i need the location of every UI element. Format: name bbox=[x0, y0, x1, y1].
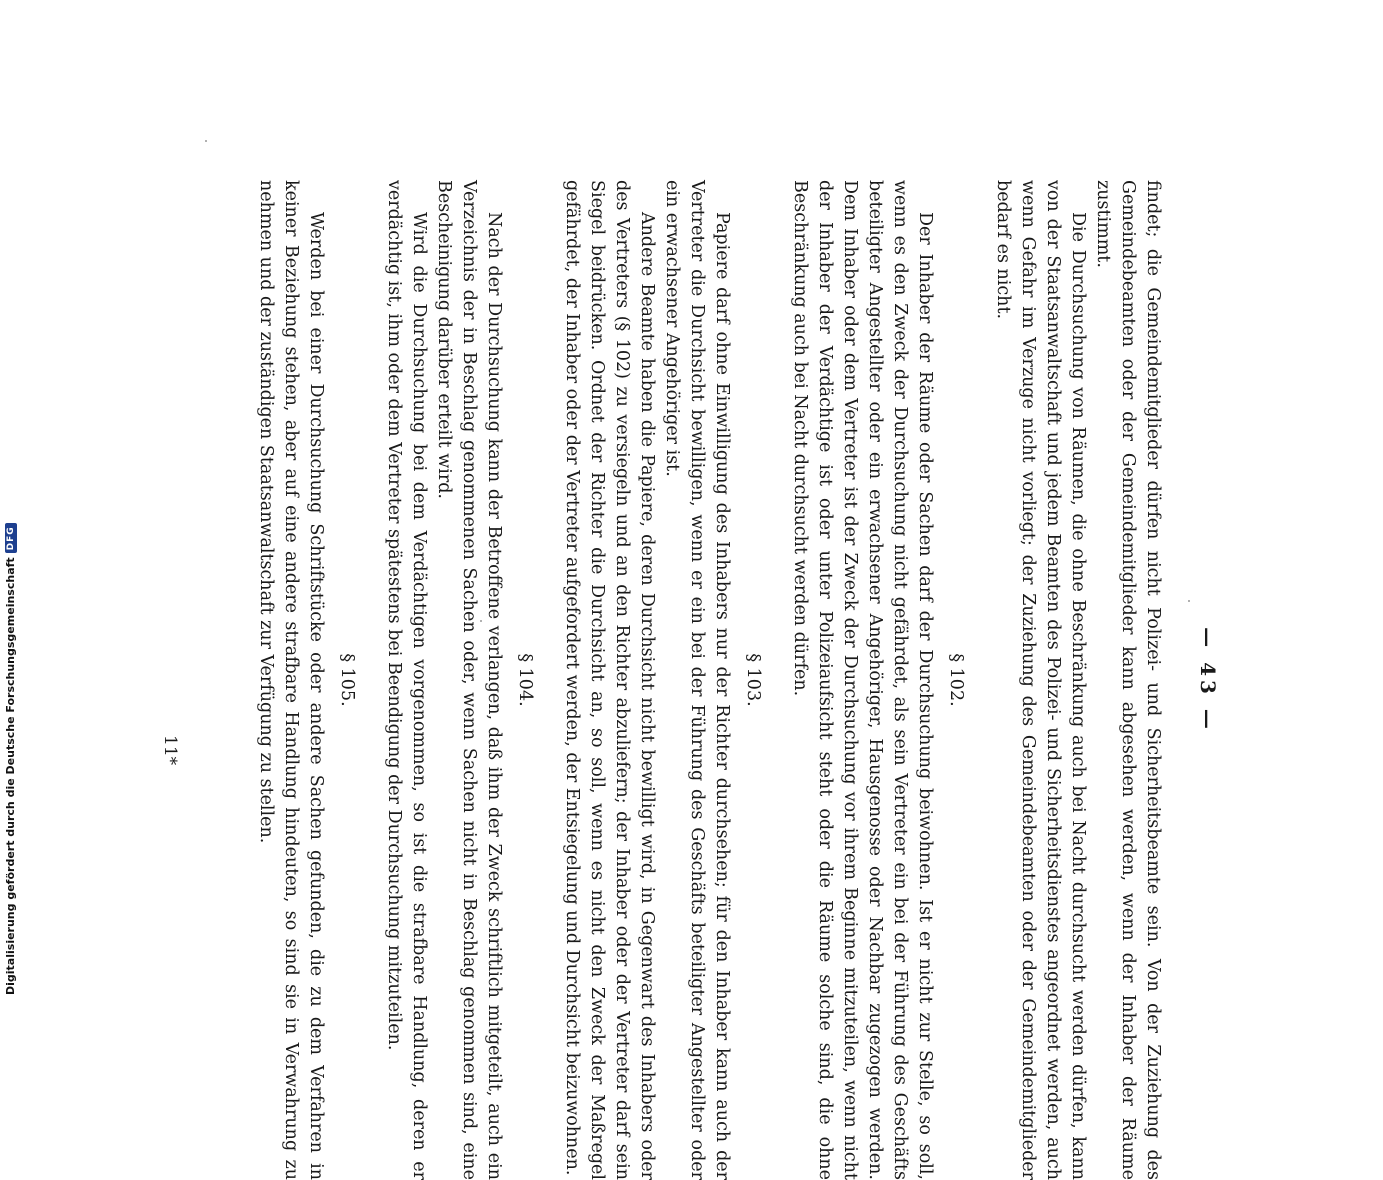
paragraph: Andere Beamte haben die Papiere, deren Durchsicht nicht bewilligt wird, in Gegenwart des Inhabers oder des Vertreters (§ 102) zu versiegeln und an den Richter abzuliefern; der Inhaber oder der Vertreter darf sein Siegel beidrücken. Ordnet der Richter die Durchsicht an, so soll, wenn es nicht den Zweck der Maßregel gefährdet, der Inhaber oder der Vertreter aufgefordert werden, der Entsiegelung und Durchsicht beizuwohnen. bbox=[562, 180, 657, 1180]
page-body bbox=[253, 180, 1165, 1180]
section-heading-104: § 104. bbox=[515, 653, 535, 707]
paragraph: Wird die Durchsuchung bei dem Verdächtigen vorgenommen, so ist die strafbare Handlung, deren er verdächtig ist, ihm oder dem Vertreter spätestens bei Beendigung der Durchsuchung mitzuteilen. bbox=[384, 180, 429, 1180]
section-heading-103: § 103. bbox=[743, 653, 763, 707]
rotated-document-page bbox=[135, 180, 1220, 1180]
sheet-signature: 11* bbox=[160, 735, 180, 766]
paragraph: Nach der Durchsuchung kann der Betroffene verlangen, daß ihm der Zweck schriftlich mitgeteilt, auch ein Verzeichnis der in Beschlag genommenen Sachen oder, wenn Sachen nicht in Beschlag genommen sind, eine Bescheinigung darüber erteilt wird. bbox=[434, 180, 504, 1180]
paragraph: Werden bei einer Durchsuchung Schriftstücke oder andere Sachen gefunden, die zu dem Verfahren in keiner Beziehung stehen, aber auf eine andere strafbare Handlung hindeuten, so sind sie in Verwahrung zu nehmen und der zuständigen Staatsanwaltschaft zur Verfügung zu stellen. bbox=[256, 180, 326, 1180]
page-number-value: 43 bbox=[1196, 662, 1220, 698]
digitization-credit bbox=[4, 523, 17, 995]
scan-speck bbox=[205, 140, 207, 142]
paragraph: findet; die Gemeindemitglieder dürfen nicht Polizei- und Sicherheitsbeamte sein. Von der Zuziehung des Gemeindebeamten oder der Gemeindemitglieder kann abgesehen werden, wenn der Inhaber der Räume zustimmt. bbox=[1093, 180, 1163, 1180]
paragraph: Papiere darf ohne Einwilligung des Inhabers nur der Richter durchsehen; für den Inhaber kann auch der Vertreter die Durchsicht bewilligen, wenn er ein bei der Führung des Geschäfts beteiligter Angestellter oder ein erwachsener Angehöriger ist. bbox=[662, 180, 732, 1180]
paragraph: Der Inhaber der Räume oder Sachen darf der Durchsuchung beiwohnen. Ist er nicht zur Stelle, so soll, wenn es den Zweck der Durchsuchung nicht gefährdet, als sein Vertreter ein bei der Führung des Geschäfts beteiligter Angestellter oder ein erwachsener Angehöriger, Hausgenosse oder Nachbar zugezogen werden. Dem Inhaber oder dem Vertreter ist der Zweck der Durchsuchung vor ihrem Beginne mitzuteilen, wenn nicht der Inhaber der Verdächtige ist oder unter Polizeiaufsicht steht oder die Räume solche sind, die ohne Beschränkung auch bei Nacht durchsucht werden dürfen. bbox=[790, 180, 935, 1180]
section-heading-105: § 105. bbox=[337, 653, 357, 707]
paragraph: Die Durchsuchung von Räumen, die ohne Beschränkung auch bei Nacht durchsucht werden dürfen, kann von der Staatsanwaltschaft und jedem Beamten des Polizei- und Sicherheitsdienstes angeordnet werden, auch wenn Gefahr im Verzuge nicht vorliegt; der Zuziehung des Gemeindebeamten oder der Gemeindemitglieder bedarf es nicht. bbox=[993, 180, 1088, 1180]
credit-text: Digitalisierung gefördert durch die Deutsche Forschungsgemeinschaft bbox=[4, 557, 17, 995]
dfg-logo: DFG bbox=[5, 523, 17, 553]
section-heading-102: § 102. bbox=[946, 653, 966, 707]
page-number: — 43 — bbox=[1196, 627, 1220, 733]
